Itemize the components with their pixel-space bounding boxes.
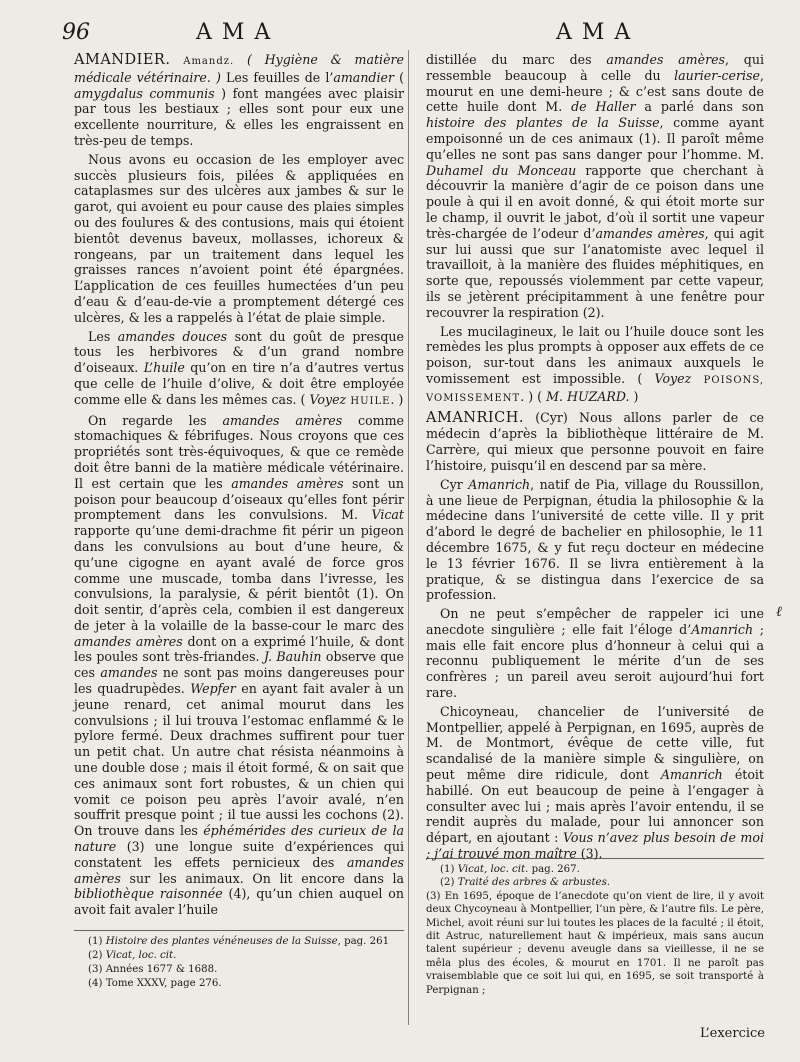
italic-span: Amanrich [691,621,754,637]
footnote [426,890,764,997]
text-span: ) [629,388,639,404]
cross-ref-voyez: Voyez [309,391,347,407]
italic-span: histoire des plantes de la Suisse [426,115,660,131]
text-span: , qui agit sur lui aussi que sur l’anatomiste avec lequel il travailloit, à la manière des fluides méphitiques, en sorte que, repoussés violemment par cette vapeur, ils se jetèrent précipitamment à une fenêtre pour recouvrer la respiration (2). [426,225,764,320]
italic-span: amandes amères [231,475,344,491]
running-head-left: AMA [196,20,281,45]
italic-span: amandes amères [74,633,183,649]
text-span: Les mucilagineux, le lait ou l’huile douce sont les remèdes les plus prompts à opposer aux effets de ce poison, sur-tout dans les animaux auxquels le vomissement est impossible. ( [426,323,764,386]
text-span: On ne peut s’empêcher de rappeler ici une anecdote singulière ; elle fait l’éloge d’ [426,606,764,637]
cross-ref-target: HUILE [346,395,391,407]
footnote-number: (2) [88,950,103,961]
italic-span: amandier [333,69,394,85]
italic-span: amandes amères [222,412,343,428]
footnote [74,963,404,977]
subject-tag: ( Hygiène & matière médicale vétérinaire. ) [74,52,404,85]
text-span: Chicoyneau, chancelier de l’université de Montpellier, appelé à Perpignan, en 1695, auprès de M. de Montmort, évêque de cette ville, fut scandalisé de la manière simple & singulière, on peut même dire ridicule, dont [426,703,764,783]
text-span: a parlé dans son [635,99,764,115]
running-head-right: AMA [556,20,641,45]
column-divider [408,50,409,1025]
text-span: rapporte que cherchant à découvrir la manière d’agir de ce poison dans une poule à qui il en avoit donné, & qui étoit morte sur le champ, il ouvrit le jabot, d’où il sortit une vapeur très-chargée de l’odeur d’ [426,162,764,241]
text-span: (3) une longue suite d’expériences qui constatent les effets pernicieux des [74,839,404,870]
quotation: Vous n’avez plus besoin de moi ; j’ai trouvé mon maître [426,830,764,862]
text-span: ne sont pas moins dangereuses pour les quadrupèdes. [74,665,404,697]
text-span: En 1695, époque de l’anecdote qu’on vient de lire, il y avoit deux Chycoyneau à Montpellier, l’un père, & l’autre fils. Le père, Michel, avoit réuni sur lui toutes les places de la faculté ; il étoit, dit Astruc, naturellement haut & impérieux, mais sans aucun talent supérieur ; devenu aveugle dans sa vieillesse, il ne se mêla plus des écoles, & mourut en 1701. Il ne paroît pas vraisemblable que ce soit lui qui, en 1695, se soit transporté à Perpignan ; [426,890,764,996]
entry-amanrich-p3 [426,606,764,701]
italic-span: Amanrich [468,476,531,492]
text-span: , mourut en une demi-heure ; & c’est sans doute de cette huile dont M. [426,67,764,115]
italic-span: Traité des arbres & arbustes. [457,877,611,889]
text-span: ; mais elle fait encore plus d’honneur à celui qui a reconnu publiquement le mérite d’un de ses confrères ; un pareil aveu seroit aujourd’hui fort rare. [426,621,764,701]
text-span: . ) ( [520,388,547,404]
entry-amanrich-p4 [426,704,764,862]
italic-span: Vicat, loc. cit. [457,864,529,875]
text-span: (4), qu’un chien auquel on avoit fait avaler l’huile [74,886,404,918]
text-span: comme stomachiques & fébrifuges. Nous croyons que ces propriétés sont très-équivoques, & que ce remède doit être banni de la matière médicale vétérinaire. Il est certain que les [74,412,405,491]
entry-amandier-p3 [74,329,404,410]
footnote-number: (3) [426,890,441,902]
text-span: Les feuilles de l’ [220,69,334,85]
entry-amanrich-p1 [426,410,764,474]
entry-amanrich-p2 [426,477,764,603]
footnote [426,863,764,876]
text-span: dont on a exprimé l’huile, & dont les poules sont très-friandes. [74,633,405,665]
page-header [0,16,800,48]
entry-amandier-p1 [74,52,404,149]
italic-span: amandes [100,665,158,681]
italic-span: Vicat, loc. cit. [105,950,177,961]
text-span: (3). [576,846,603,862]
headword-amanrich: AMANRICH. [426,409,524,426]
italic-span: éphémérides des curieux de la nature [74,823,404,855]
headword-amandier: AMANDIER. [74,52,171,68]
footnotes-right [426,858,764,997]
text-span: , qui ressemble beaucoup à celle du [426,52,764,83]
author-abbrev: Amandz. [183,56,235,67]
footnotes-left [74,930,404,991]
page-number: 96 [62,20,90,45]
footnote-number: (1) [88,936,103,947]
italic-span: amandes amères [595,225,705,241]
text-span: qu’on en tire n’a d’autres vertus que celle de l’huile d’olive, & doit être employée comme elle & dans les mêmes cas. ( [74,360,404,407]
text-span: , pag. 261 [337,936,390,947]
italic-span: laurier-cerise [674,67,760,83]
italic-span: Vicat [371,507,404,523]
text-span: ) font mangées avec plaisir par tous les bestiaux ; elles sont pour eux une excellente nourriture, & elles les engraissent en très-peu de temps. [74,85,404,148]
italic-span: L’huile [143,360,185,376]
entry-amandier-p2: Nous avons eu occasion de les employer avec succès plusieurs fois, pilées & appliquées en cataplasmes sur des ulcères aux jambes & sur le garot, qui avoient eu pour cause des plaies simples ou des foulures & des contusions, mais qui étoient bientôt devenus baveux, mollasses, ichoreux & rongeans, par un traitement dans lequel les graisses rances n’avoient point été épargnées. L’application de ces feuilles humectées d’un peu d’eau & d’eau-de-vie a promptement détergé ces ulcères, & les a rappelés à l’état de plaie simple. [74,151,404,325]
footnote-rule [426,858,764,859]
italic-span: amandes amères [74,854,404,886]
entry-amandier-continued [426,52,764,321]
text-span: On regarde les [88,412,223,428]
text-span: , comme ayant empoisonné un de ces animaux (1). Il paroît même qu’elles ne sont pas sans danger pour l’homme. M. [426,115,764,162]
footnote [74,935,404,949]
footnote [426,876,764,889]
entry-amandier-p4 [74,413,404,919]
text-span: . ) [390,391,404,407]
footnote-rule [74,930,404,931]
italic-span: Duhamel du Monceau [426,162,577,178]
text-span: observe que ces [74,649,405,681]
latin-name: amygdalus communis [74,85,215,101]
text-span: distillée du marc des [426,52,607,67]
text-span: sont du goût de presque tous les herbivores & d’un grand nombre d’oiseaux. [74,328,404,376]
italic-span: bibliothèque raisonnée [74,886,223,902]
text-span: ( [394,69,405,85]
text-span: en ayant fait avaler à un jeune renard, cet animal mourut dans les convulsions ; il lui trouva l’estomac enflammé & le pylore fermé. Deux drachmes suffirent pour tuer un petit chat. Un autre chat résista néanmoins à une double dose ; mais il étoit formé, & on sait que ces animaux sont fort robustes, & un chien qui vomit ce poison peu après l’avoir avalé, n’en souffrit presque point ; il tue aussi les cochons (2). On trouve dans les [74,681,404,839]
entry-amandier-remedies [426,324,764,407]
italic-span: Histoire des plantes vénéneuses de la Suisse [105,936,338,947]
italic-span: Amanrich [660,767,723,783]
catchword: L’exercice [700,1026,765,1041]
footnote-number: (3) [88,964,103,975]
footnote-number: (4) [88,978,103,989]
text-span: Cyr [440,476,469,492]
italic-span: de Haller [571,99,636,115]
italic-span: J. Bauhin [263,649,322,665]
text-span: (Cyr) Nous allons parler de ce médecin d’après la bibliothèque littéraire de M. Carrère, qui mieux que personne pouvoit en faire l’histoire, puisqu’il en descend par sa mère. [426,409,764,473]
italic-span: Wepfer [190,681,236,697]
italic-span: amandes amères [606,52,726,67]
text-span: sur les animaux. On lit encore dans la [120,870,404,886]
text-span: Années 1677 & 1688. [105,964,218,975]
text-span: , natif de Pia, village du Roussillon, à une lieue de Perpignan, étudia la philosophie & la médecine dans l’université de cette ville. Il y prit d’abord le degré de bachelier en philosophie, le 11 décembre 1675, & y fut reçu docteur en médecine le 13 février 1676. Il se livra entièrement à la pratique, & se distingua dans l’exercice de sa profession. [426,476,764,603]
cross-ref-voyez: Voyez [654,370,692,386]
text-span: sont un poison pour beaucoup d’oiseaux qu’elles font périr promptement dans les convulsions. M. [74,475,404,523]
text-span: rapporte qu’une demi-drachme fit périr un pigeon dans les convulsions au bout d’une heure, & qu’une cigogne en ayant avalé de force gros comme une muscade, tomba dans l’ivresse, les convulsions, la paralysie, & périt bientôt (1). On doit sentir, d’après cela, combien il est dangereux de jeter à la volaille de la basse-cour le marc des [74,523,404,633]
margin-mark: ℓ [776,604,782,620]
footnote-number: (1) [440,864,455,875]
footnote [74,949,404,963]
cross-ref-target: POISONS, VOMISSEMENT [426,374,764,404]
footnote-number: (2) [440,877,455,889]
right-column [426,52,764,865]
left-column [74,52,404,921]
text-span: Tome XXXV, page 276. [105,978,222,989]
text-span: étoit habillé. On eut beaucoup de peine à l’engager à consulter avec lui ; mais après l’avoir entendu, il se rendit auprès du malade, pour lui annoncer son départ, en ajoutant : [426,767,764,846]
author-signature: M. HUZARD. [546,388,630,404]
text-span: Les [88,328,118,344]
text-span: pag. 267. [528,864,580,875]
footnote [74,977,404,991]
italic-span: amandes douces [117,328,228,344]
